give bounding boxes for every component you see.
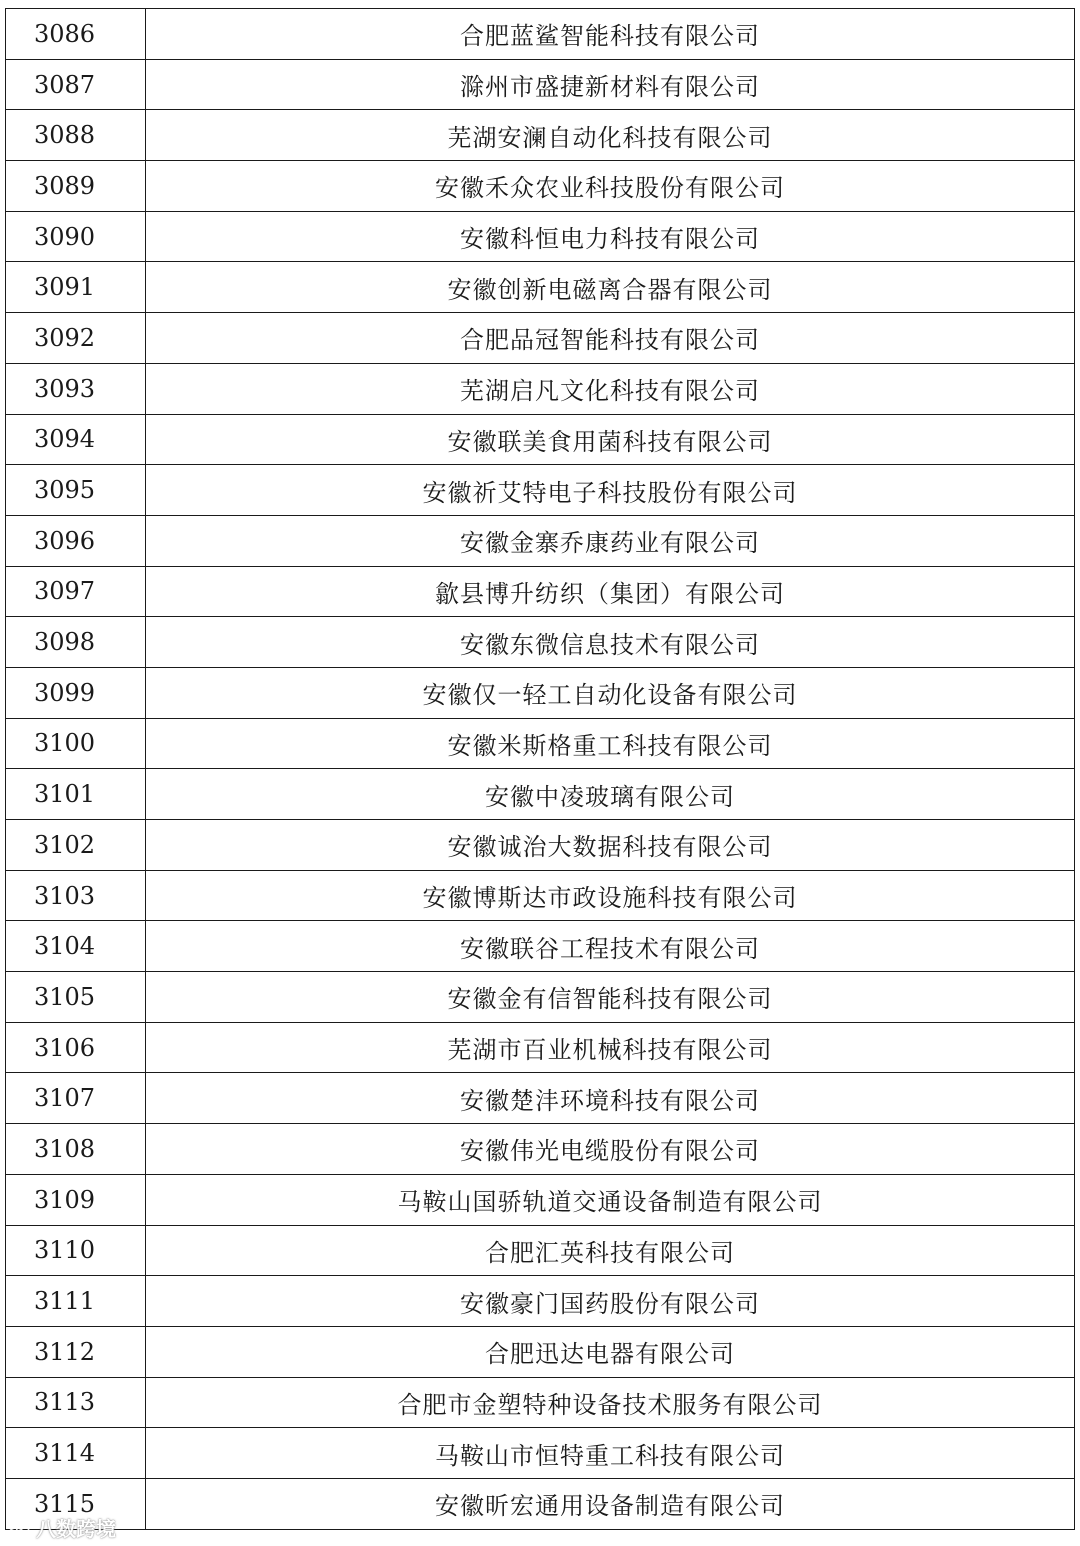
table-row: [6, 870, 1075, 921]
wechat-logo-icon: [8, 1516, 30, 1538]
table-row: [6, 617, 1075, 668]
company-list-table: [5, 8, 1075, 1530]
company-name: 芜湖安澜自动化科技有限公司: [146, 110, 1075, 161]
company-name: 合肥市金塑特种设备技术服务有限公司: [146, 1377, 1075, 1428]
table-row: [6, 820, 1075, 871]
table-row: [6, 313, 1075, 364]
row-number: 3091: [6, 262, 146, 313]
table-row: [6, 363, 1075, 414]
company-name: 安徽米斯格重工科技有限公司: [146, 718, 1075, 769]
row-number: 3105: [6, 972, 146, 1023]
row-number: 3102: [6, 820, 146, 871]
row-number: 3111: [6, 1276, 146, 1327]
company-name: 安徽豪门国药股份有限公司: [146, 1276, 1075, 1327]
company-name: 马鞍山市恒特重工科技有限公司: [146, 1428, 1075, 1479]
table-row: [6, 9, 1075, 60]
company-name: 芜湖启凡文化科技有限公司: [146, 363, 1075, 414]
table-row: [6, 1225, 1075, 1276]
table-row: [6, 211, 1075, 262]
row-number: 3101: [6, 769, 146, 820]
company-name: 安徽联谷工程技术有限公司: [146, 921, 1075, 972]
company-name: 安徽创新电磁离合器有限公司: [146, 262, 1075, 313]
company-name: 安徽仅一轻工自动化设备有限公司: [146, 667, 1075, 718]
company-name: 安徽博斯达市政设施科技有限公司: [146, 870, 1075, 921]
row-number: 3100: [6, 718, 146, 769]
row-number: 3112: [6, 1326, 146, 1377]
company-name: 安徽楚沣环境科技有限公司: [146, 1073, 1075, 1124]
row-number: 3093: [6, 363, 146, 414]
company-name: 安徽昕宏通用设备制造有限公司: [146, 1478, 1075, 1529]
row-number: 3090: [6, 211, 146, 262]
company-name: 安徽金寨乔康药业有限公司: [146, 515, 1075, 566]
table-row: [6, 1022, 1075, 1073]
company-name: 安徽东微信息技术有限公司: [146, 617, 1075, 668]
company-name: 歙县博升纺织（集团）有限公司: [146, 566, 1075, 617]
table-row: [6, 718, 1075, 769]
company-name: 安徽禾众农业科技股份有限公司: [146, 161, 1075, 212]
table-row: [6, 59, 1075, 110]
table-row: [6, 1124, 1075, 1175]
row-number: 3087: [6, 59, 146, 110]
row-number: 3103: [6, 870, 146, 921]
table-row: [6, 1073, 1075, 1124]
watermark-text: 八数跨境: [36, 1516, 116, 1541]
row-number: 3094: [6, 414, 146, 465]
company-name: 合肥汇英科技有限公司: [146, 1225, 1075, 1276]
company-name: 安徽诚治大数据科技有限公司: [146, 820, 1075, 871]
watermark: [8, 1512, 116, 1542]
table-row: [6, 515, 1075, 566]
company-name: 芜湖市百业机械科技有限公司: [146, 1022, 1075, 1073]
table-row: [6, 972, 1075, 1023]
row-number: 3110: [6, 1225, 146, 1276]
company-name: 安徽中凌玻璃有限公司: [146, 769, 1075, 820]
row-number: 3088: [6, 110, 146, 161]
company-name: 安徽联美食用菌科技有限公司: [146, 414, 1075, 465]
table-row: [6, 921, 1075, 972]
row-number: 3109: [6, 1174, 146, 1225]
row-number: 3089: [6, 161, 146, 212]
table-row: [6, 1276, 1075, 1327]
company-name: 合肥蓝鲨智能科技有限公司: [146, 9, 1075, 60]
company-name: 安徽祈艾特电子科技股份有限公司: [146, 465, 1075, 516]
table-row: [6, 1377, 1075, 1428]
row-number: 3107: [6, 1073, 146, 1124]
table-row: [6, 1326, 1075, 1377]
company-name: 合肥品冠智能科技有限公司: [146, 313, 1075, 364]
table-row: [6, 1174, 1075, 1225]
table-row: [6, 161, 1075, 212]
row-number: 3104: [6, 921, 146, 972]
row-number: 3092: [6, 313, 146, 364]
row-number: 3098: [6, 617, 146, 668]
table-row: [6, 465, 1075, 516]
company-name: 滁州市盛捷新材料有限公司: [146, 59, 1075, 110]
company-name: 安徽金有信智能科技有限公司: [146, 972, 1075, 1023]
row-number: 3086: [6, 9, 146, 60]
company-name: 合肥迅达电器有限公司: [146, 1326, 1075, 1377]
row-number: 3115: [6, 1478, 146, 1529]
company-name: 安徽科恒电力科技有限公司: [146, 211, 1075, 262]
table-row: [6, 769, 1075, 820]
row-number: 3113: [6, 1377, 146, 1428]
table-row: [6, 110, 1075, 161]
row-number: 3114: [6, 1428, 146, 1479]
company-name: 马鞍山国骄轨道交通设备制造有限公司: [146, 1174, 1075, 1225]
row-number: 3095: [6, 465, 146, 516]
table-row: [6, 1428, 1075, 1479]
row-number: 3096: [6, 515, 146, 566]
table-row: [6, 566, 1075, 617]
row-number: 3108: [6, 1124, 146, 1175]
table-row: [6, 1478, 1075, 1529]
row-number: 3099: [6, 667, 146, 718]
table-row: [6, 667, 1075, 718]
row-number: 3097: [6, 566, 146, 617]
table-row: [6, 414, 1075, 465]
row-number: 3106: [6, 1022, 146, 1073]
company-name: 安徽伟光电缆股份有限公司: [146, 1124, 1075, 1175]
table-body: [6, 9, 1075, 1530]
table-row: [6, 262, 1075, 313]
